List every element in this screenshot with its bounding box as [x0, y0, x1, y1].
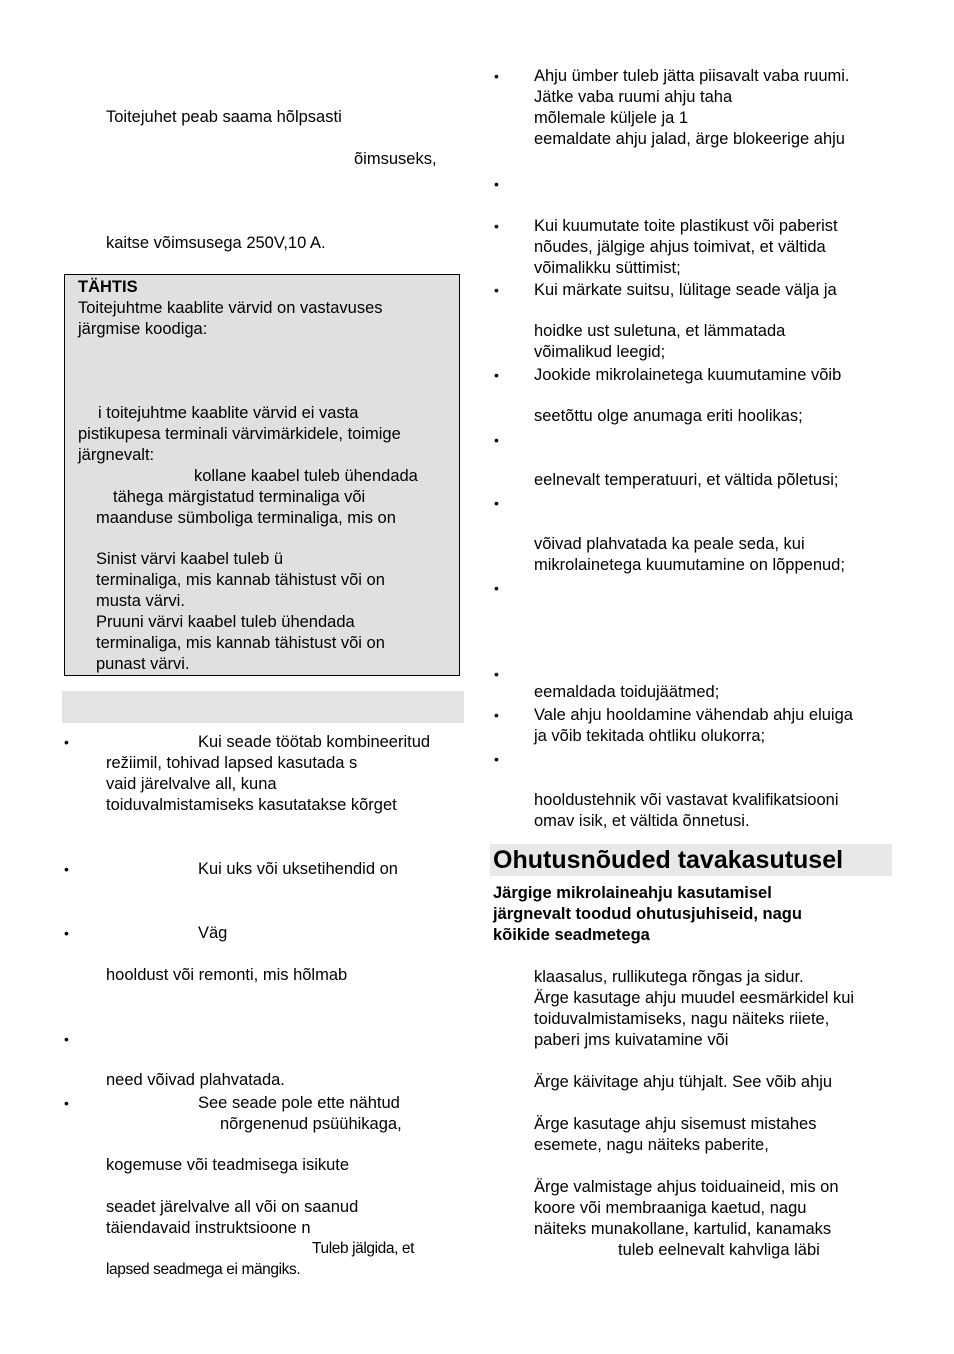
list-item-line: lapsed seadmega ei mängiks. [106, 1261, 301, 1278]
notice-line: tähega märgistatud terminaliga või [113, 488, 366, 506]
list-item-line: Kui seade töötab kombineeritud [198, 733, 431, 751]
bullet-icon: • [64, 734, 69, 750]
bullet-icon: • [494, 580, 499, 596]
notice-line: Pruuni värvi kaabel tuleb ühendada [96, 613, 355, 631]
list-item-line: hooldust või remonti, mis hõlmab [106, 966, 348, 984]
paragraph-line: klaasalus, rullikutega rõngas ja sidur. [534, 968, 804, 986]
text-line: õimsuseks, [354, 150, 437, 168]
notice-line: järgmise koodiga: [78, 320, 208, 338]
bullet-icon: • [494, 176, 499, 192]
list-item-line: vaid järelvalve all, kuna [106, 775, 277, 793]
bullet-icon: • [494, 367, 499, 383]
list-item-line: mikrolainetega kuumutamine on lõppenud; [534, 556, 845, 574]
intro-line: järgnevalt toodud ohutusjuhiseid, nagu [493, 905, 802, 923]
list-item-line: kogemuse või teadmisega isikute [106, 1156, 350, 1174]
bullet-icon: • [64, 925, 69, 941]
paragraph-line: toiduvalmistamiseks, nagu näiteks riiete, [534, 1010, 830, 1028]
list-item-line: toiduvalmistamiseks kasutatakse kõrget [106, 796, 397, 814]
list-item-line: mõlemale küljele ja 1 [534, 109, 689, 127]
paragraph-line: näiteks munakollane, kartulid, kanamaks [534, 1220, 832, 1238]
list-item-line: Väg [198, 924, 228, 942]
bullet-icon: • [64, 861, 69, 877]
list-item-line: täiendavaid instruktsioone n [106, 1219, 311, 1237]
notice-line: i toitejuhtme kaablite värvid ei vasta [98, 404, 359, 422]
bullet-icon: • [494, 495, 499, 511]
notice-line: pistikupesa terminali värvimärkidele, toimige [78, 425, 401, 443]
text-line: kaitse võimsusega 250V,10 A. [106, 234, 326, 252]
intro-line: Järgige mikrolaineahju kasutamisel [493, 884, 772, 902]
list-item-line: hoidke ust suletuna, et lämmatada [534, 322, 786, 340]
bullet-icon: • [64, 1095, 69, 1111]
list-item-line: režiimil, tohivad lapsed kasutada s [106, 754, 358, 772]
list-item-line: eelnevalt temperatuuri, et vältida põletusi; [534, 471, 839, 489]
section-heading-band [62, 691, 464, 723]
list-item-line: Kui kuumutate toite plastikust või paberist [534, 217, 838, 235]
notice-line: terminaliga, mis kannab tähistust või on [96, 634, 385, 652]
notice-line: kollane kaabel tuleb ühendada [194, 467, 418, 485]
paragraph-line: Ärge kasutage ahju muudel eesmärkidel kui [534, 989, 855, 1007]
notice-line: Sinist värvi kaabel tuleb ü [96, 550, 284, 568]
list-item-line: Vale ahju hooldamine vähendab ahju eluiga [534, 706, 853, 724]
notice-line: Toitejuhtme kaablite värvid on vastavuses [78, 299, 383, 317]
list-item-line: eemaldate ahju jalad, ärge blokeerige ahju [534, 130, 845, 148]
list-item-line: Ahju ümber tuleb jätta piisavalt vaba ruumi. [534, 67, 850, 85]
paragraph-line: paberi jms kuivatamine või [534, 1031, 729, 1049]
list-item-line: See seade pole ette nähtud [198, 1094, 400, 1112]
list-item-line: omav isik, et vältida õnnetusi. [534, 812, 750, 830]
notice-line: järgnevalt: [78, 446, 155, 464]
list-item-line: Jätke vaba ruumi ahju taha [534, 88, 733, 106]
list-item-line: seadet järelvalve all või on saanud [106, 1198, 359, 1216]
list-item-line: nõudes, jälgige ahjus toimivat, et vältida [534, 238, 826, 256]
text-line: Toitejuhet peab saama hõlpsasti [106, 108, 342, 126]
list-item-line: seetõttu olge anumaga eriti hoolikas; [534, 407, 803, 425]
list-item-line: ja võib tekitada ohtliku olukorra; [534, 727, 766, 745]
bullet-icon: • [494, 218, 499, 234]
notice-line: terminaliga, mis kannab tähistust või on [96, 571, 385, 589]
list-item-line: need võivad plahvatada. [106, 1071, 285, 1089]
section-heading: Ohutusnõuded tavakasutusel [490, 844, 892, 876]
paragraph-line: tuleb eelnevalt kahvliga läbi [618, 1241, 820, 1259]
list-item-line: Jookide mikrolainetega kuumutamine võib [534, 366, 842, 384]
list-item-line: eemaldada toidujäätmed; [534, 683, 720, 701]
list-item-line: võivad plahvatada ka peale seda, kui [534, 535, 805, 553]
list-item-line: hooldustehnik või vastavat kvalifikatsiooni [534, 791, 839, 809]
notice-title: TÄHTIS [78, 278, 138, 296]
paragraph-line: Ärge valmistage ahjus toiduaineid, mis on [534, 1178, 839, 1196]
bullet-icon: • [494, 666, 499, 682]
bullet-icon: • [64, 1031, 69, 1047]
paragraph-line: esemete, nagu näiteks paberite, [534, 1136, 769, 1154]
notice-line: punast värvi. [96, 655, 190, 673]
list-item-line: võimalikku süttimist; [534, 259, 681, 277]
bullet-icon: • [494, 751, 499, 767]
list-item-line: Tuleb jälgida, et [312, 1240, 415, 1257]
list-item-line: nõrgenenud psüühikaga, [220, 1115, 402, 1133]
paragraph-line: Ärge käivitage ahju tühjalt. See võib ahju [534, 1073, 833, 1091]
bullet-icon: • [494, 432, 499, 448]
intro-line: kõikide seadmetega [493, 926, 650, 944]
list-item-line: Kui uks või uksetihendid on [198, 860, 398, 878]
notice-line: musta värvi. [96, 592, 185, 610]
notice-line: maanduse sümboliga terminaliga, mis on [96, 509, 396, 527]
list-item-line: võimalikud leegid; [534, 343, 666, 361]
bullet-icon: • [494, 707, 499, 723]
paragraph-line: Ärge kasutage ahju sisemust mistahes [534, 1115, 817, 1133]
paragraph-line: koore või membraaniga kaetud, nagu [534, 1199, 807, 1217]
bullet-icon: • [494, 68, 499, 84]
bullet-icon: • [494, 282, 499, 298]
list-item-line: Kui märkate suitsu, lülitage seade välja ja [534, 281, 837, 299]
